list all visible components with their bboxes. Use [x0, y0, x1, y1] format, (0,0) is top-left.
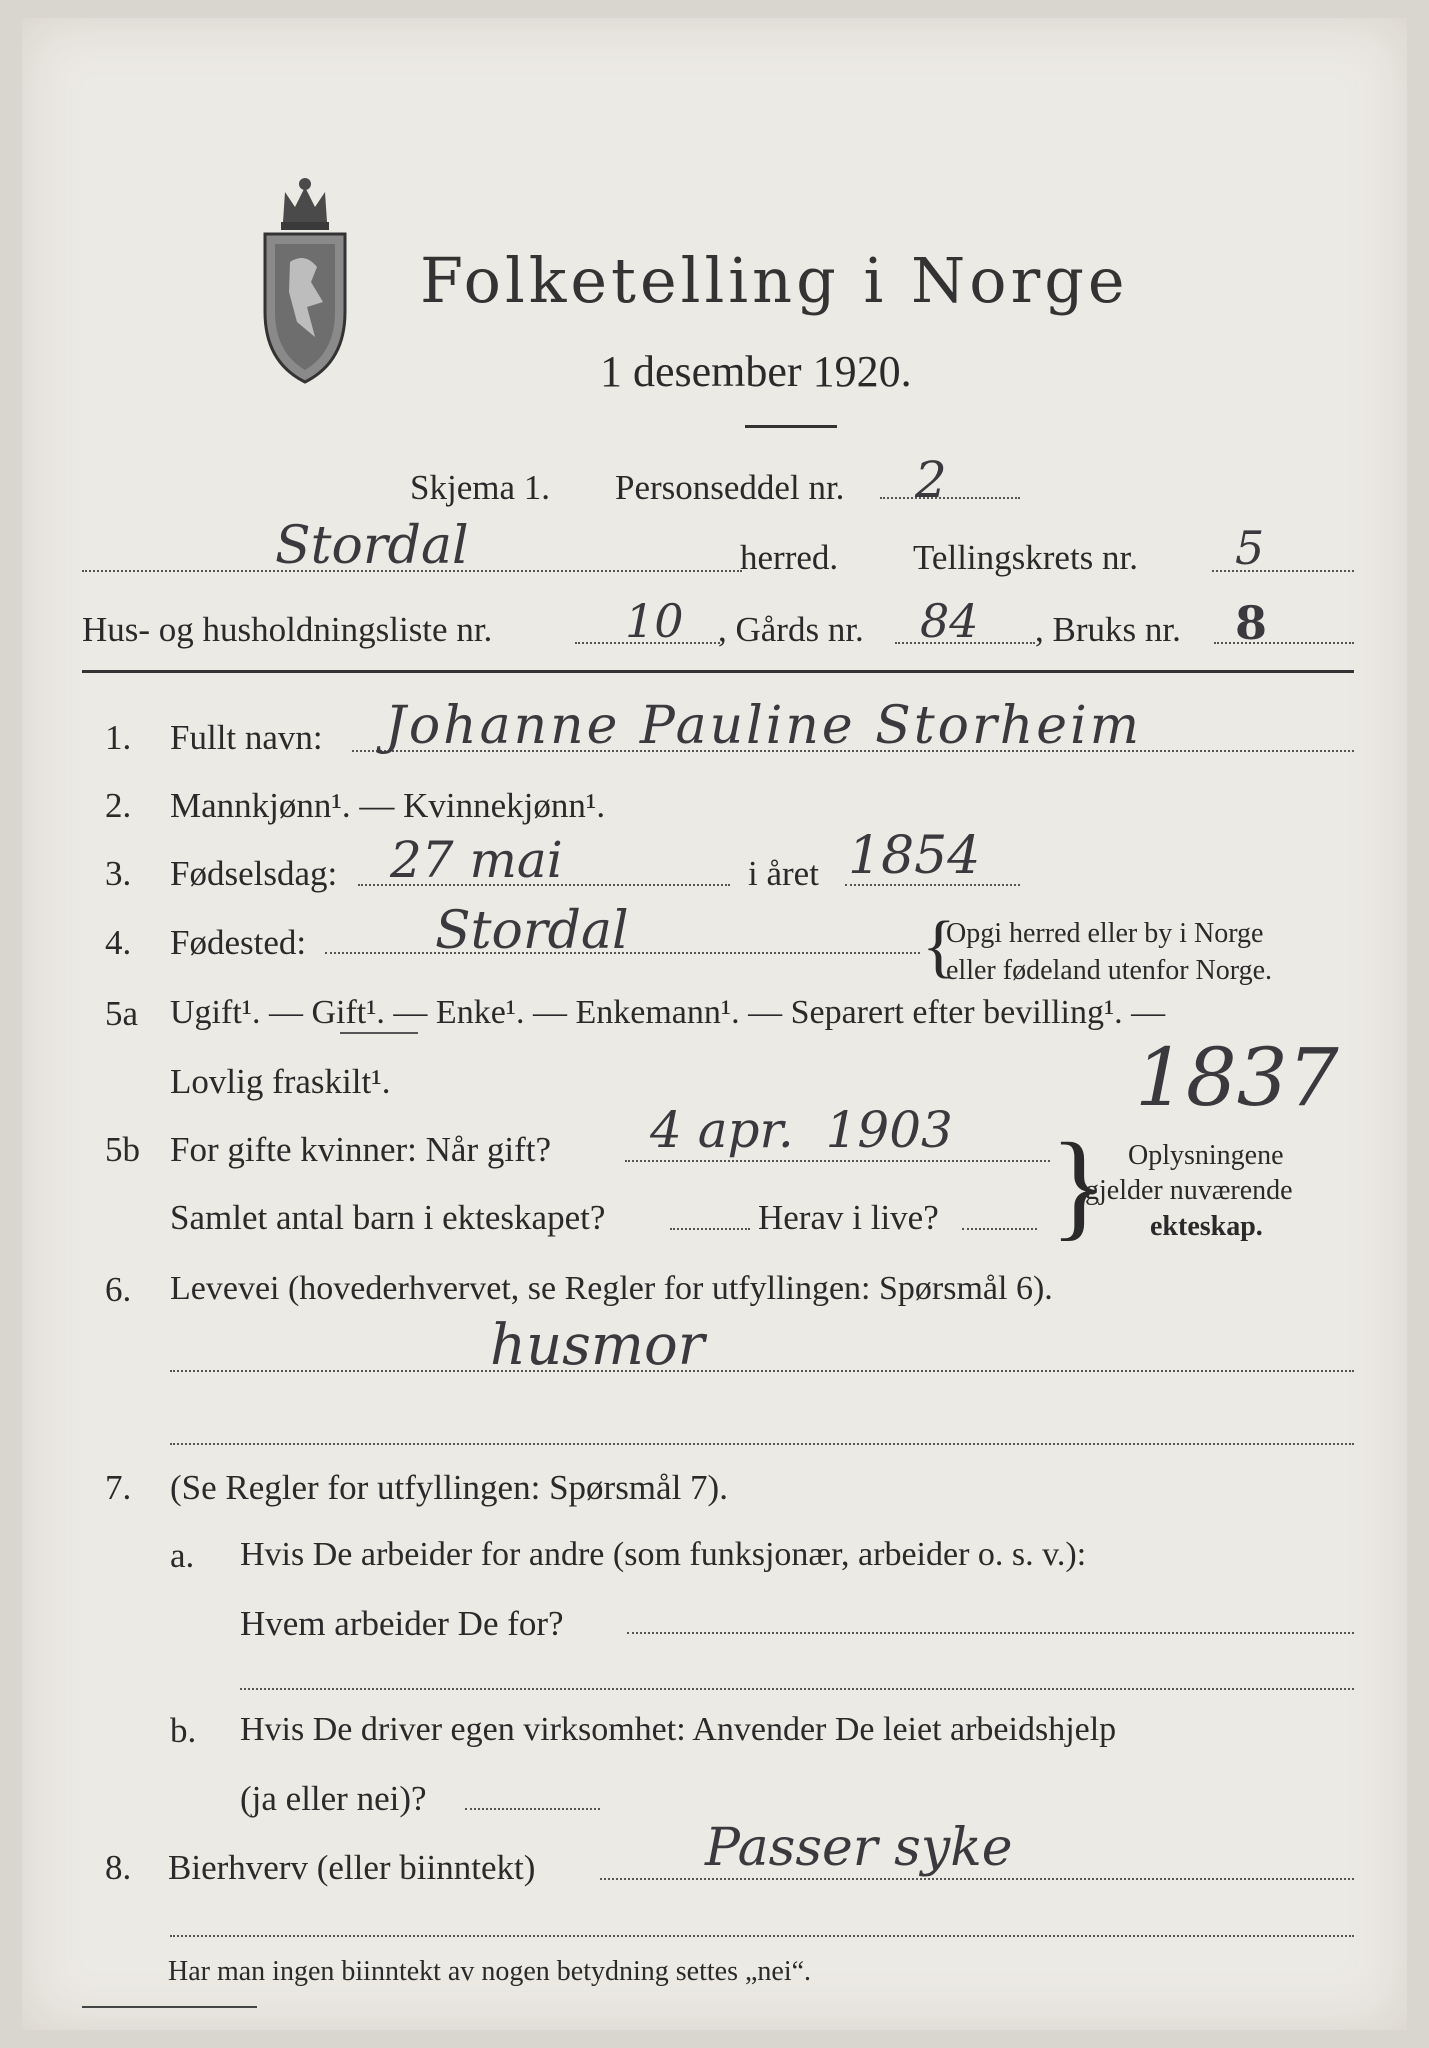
q4-number: 4. — [105, 923, 132, 962]
q5b-live-label: Herav i live? — [758, 1198, 939, 1237]
bruks-label: , Bruks nr. — [1035, 610, 1181, 649]
q5b-note-line2: gjelder nuværende — [1085, 1175, 1293, 1206]
q6-label: Levevei (hovederhvervet, se Regler for utfyllingen: Spørsmål 6). — [170, 1270, 1053, 1307]
q5b-field — [625, 1160, 1050, 1162]
q1-label: Fullt navn: — [170, 718, 323, 757]
q7a-letter: a. — [170, 1536, 195, 1575]
q6-field-2 — [170, 1443, 1354, 1445]
q5b-label: For gifte kvinner: Når gift? — [170, 1130, 552, 1169]
q5a-line1: Ugift¹. — Gift¹. — Enke¹. — Enkemann¹. — Separert efter bevilling¹. — — [170, 994, 1166, 1031]
tellingskrets-value: 5 — [1235, 521, 1265, 575]
q5b-number: 5b — [105, 1130, 140, 1169]
hus-value: 10 — [625, 594, 684, 648]
q8-number: 8. — [105, 1848, 132, 1887]
footnote-rule — [82, 2006, 257, 2008]
q5b-brace: } — [1050, 1118, 1108, 1251]
q5a-line2: Lovlig fraskilt¹. — [170, 1062, 391, 1101]
herred-label: herred. — [740, 538, 839, 577]
gift-underline — [340, 1032, 418, 1034]
q7-label: (Se Regler for utfyllingen: Spørsmål 7). — [170, 1468, 728, 1507]
q7-number: 7. — [105, 1468, 132, 1507]
q4-label: Fødested: — [170, 923, 307, 962]
census-date: 1 desember 1920. — [600, 347, 912, 396]
q3-year-label: i året — [748, 854, 819, 893]
herred-value: Stordal — [275, 516, 469, 576]
q1-number: 1. — [105, 718, 132, 757]
q8-label: Bierhverv (eller biinntekt) — [168, 1848, 536, 1887]
q3-label: Fødselsdag: — [170, 854, 338, 893]
form-title: Folketelling i Norge — [420, 244, 1129, 317]
margin-note: 1837 — [1135, 1031, 1339, 1124]
q5b-note-line1: Oplysningene — [1128, 1140, 1284, 1171]
q7a-line1: Hvis De arbeider for andre (som funksjonær, arbeider o. s. v.): — [240, 1536, 1087, 1573]
q7b-line1: Hvis De driver egen virksomhet: Anvender De leiet arbeidshjelp — [240, 1711, 1117, 1748]
q4-note-line1: Opgi herred eller by i Norge — [946, 918, 1264, 949]
q5b-barn-label: Samlet antal barn i ekteskapet? — [170, 1198, 606, 1237]
q3-number: 3. — [105, 854, 132, 893]
q7b-line2: (ja eller nei)? — [240, 1779, 427, 1818]
q3-year-value: 1854 — [848, 826, 981, 886]
q1-value: Johanne Pauline Storheim — [385, 696, 1143, 756]
q7a-field-2 — [240, 1688, 1354, 1690]
q5b-note-line3: ekteskap. — [1150, 1211, 1263, 1242]
coat-of-arms-icon — [245, 172, 365, 387]
personseddel-field — [880, 497, 1020, 499]
hus-label: Hus- og husholdningsliste nr. — [82, 610, 493, 649]
q2-label: Mannkjønn¹. — Kvinnekjønn¹. — [170, 786, 606, 825]
q5b-value: 4 apr. 1903 — [650, 1101, 953, 1159]
header-divider — [82, 670, 1354, 673]
q7b-field — [465, 1808, 600, 1810]
gards-label: , Gårds nr. — [718, 610, 864, 649]
q6-field-1 — [170, 1370, 1354, 1372]
q7a-field-1 — [627, 1632, 1354, 1634]
q7b-letter: b. — [170, 1711, 197, 1750]
q5a-number: 5a — [105, 994, 139, 1033]
personseddel-value: 2 — [915, 451, 947, 509]
q6-number: 6. — [105, 1270, 132, 1309]
bruks-value: 8 — [1235, 596, 1268, 650]
q8-value: Passer syke — [705, 1818, 1013, 1878]
q7a-line2: Hvem arbeider De for? — [240, 1604, 564, 1643]
footer-note: Har man ingen biinntekt av nogen betydning settes „nei“. — [168, 1956, 812, 1987]
tellingskrets-field — [1212, 570, 1354, 572]
skjema-label: Skjema 1. — [410, 468, 550, 507]
q8-field-1 — [600, 1878, 1354, 1880]
q6-value: husmor — [490, 1313, 705, 1378]
q8-field-2 — [170, 1935, 1354, 1937]
title-divider — [745, 425, 837, 428]
q4-value: Stordal — [435, 901, 629, 961]
q3-value: 27 mai — [390, 831, 563, 889]
q4-brace: { — [922, 908, 956, 985]
gards-value: 84 — [920, 594, 979, 648]
q2-number: 2. — [105, 786, 132, 825]
q4-note-line2: eller fødeland utenfor Norge. — [946, 955, 1273, 986]
q5b-barn-field — [670, 1228, 750, 1230]
tellingskrets-label: Tellingskrets nr. — [913, 538, 1139, 577]
personseddel-label: Personseddel nr. — [615, 468, 845, 507]
q5b-live-field — [962, 1228, 1037, 1230]
